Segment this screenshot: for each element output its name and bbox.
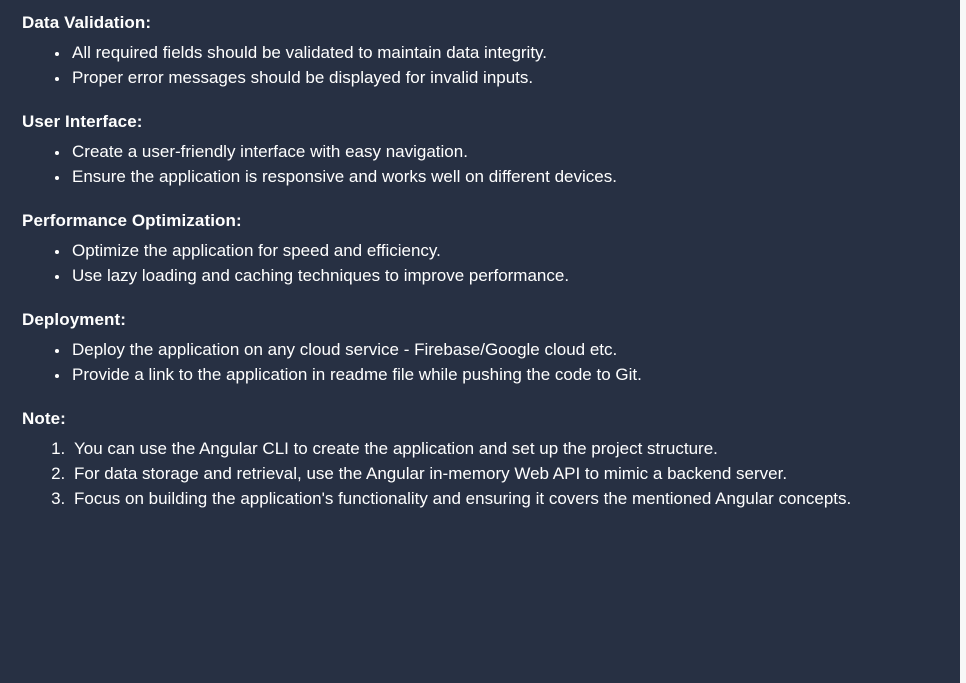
- list-item: [70, 164, 946, 189]
- section-heading: Performance Optimization:: [22, 211, 242, 230]
- section-heading: Data Validation:: [22, 13, 152, 32]
- section-note: [22, 408, 946, 511]
- section-user-interface: [22, 111, 946, 189]
- section-performance-optimization: [22, 210, 946, 288]
- list-item: [70, 139, 946, 164]
- section-numbered-list: [22, 436, 946, 511]
- list-item: [70, 65, 946, 90]
- section-data-validation: [22, 12, 946, 90]
- section-bullet-list: [22, 337, 946, 387]
- list-item-text: Use lazy loading and caching techniques to improve performance.: [72, 266, 570, 285]
- list-item: [70, 461, 946, 486]
- list-item-text: You can use the Angular CLI to create the application and set up the project structure.: [74, 439, 718, 458]
- section-heading: User Interface:: [22, 112, 143, 131]
- list-item-text: Optimize the application for speed and efficiency.: [72, 241, 441, 260]
- list-item: [70, 436, 946, 461]
- list-item-text: Create a user-friendly interface with easy navigation.: [72, 142, 468, 161]
- list-item: [70, 40, 946, 65]
- list-item: [70, 263, 946, 288]
- list-item-text: For data storage and retrieval, use the Angular in-memory Web API to mimic a backend server.: [74, 464, 788, 483]
- list-item: [70, 238, 946, 263]
- section-bullet-list: [22, 139, 946, 189]
- section-bullet-list: [22, 40, 946, 90]
- list-item: [70, 362, 946, 387]
- section-bullet-list: [22, 238, 946, 288]
- list-item-text: Ensure the application is responsive and works well on different devices.: [72, 167, 617, 186]
- list-item: [70, 337, 946, 362]
- list-item: [70, 486, 946, 511]
- list-item-text: All required fields should be validated to maintain data integrity.: [72, 43, 548, 62]
- list-item-text: Deploy the application on any cloud service - Firebase/Google cloud etc.: [72, 340, 618, 359]
- section-heading: Note:: [22, 409, 66, 428]
- page-right-edge: [960, 0, 966, 683]
- list-item-text: Proper error messages should be displayed for invalid inputs.: [72, 68, 534, 87]
- section-deployment: [22, 309, 946, 387]
- list-item-text: Focus on building the application's functionality and ensuring it covers the mentioned Angular concepts.: [74, 489, 852, 508]
- section-heading: Deployment:: [22, 310, 127, 329]
- list-item-text: Provide a link to the application in readme file while pushing the code to Git.: [72, 365, 642, 384]
